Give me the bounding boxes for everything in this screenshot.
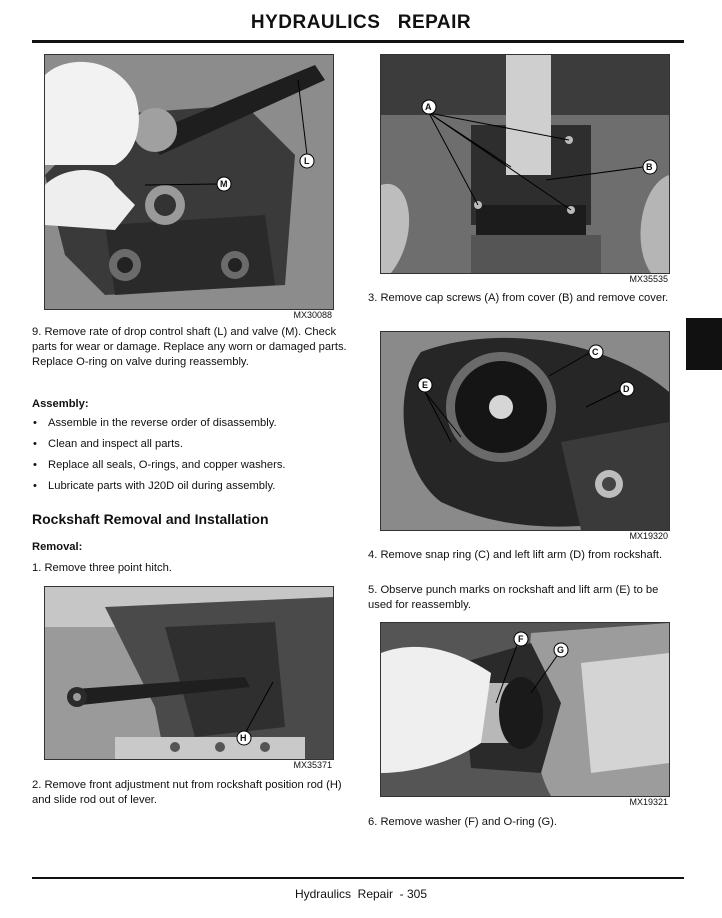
figure-rate-of-drop-valve-photo	[44, 54, 334, 310]
list-item: • Assemble in the reverse order of disassembly.	[32, 417, 352, 438]
section-title: Rockshaft Removal and Installation	[32, 511, 269, 527]
list-item: • Clean and inspect all parts.	[32, 438, 352, 459]
assembly-label: Assembly:	[32, 398, 89, 410]
callout-h: H	[240, 733, 247, 743]
removal-label: Removal:	[32, 541, 83, 553]
callout-f: F	[518, 634, 524, 644]
figure-snap-ring-lift-arm-photo	[380, 331, 670, 531]
step-3-text: 3. Remove cap screws (A) from cover (B) and remove cover.	[368, 292, 669, 304]
callout-e: E	[422, 380, 429, 390]
figure-rockshaft-position-rod-photo	[44, 586, 334, 760]
callout-b: B	[646, 162, 653, 172]
list-item: • Lubricate parts with J20D oil during assembly.	[32, 480, 352, 501]
header-rule	[32, 40, 684, 43]
page-header-title: HYDRAULICS REPAIR	[250, 12, 472, 33]
step-2-text: 2. Remove front adjustment nut from rockshaft position rod (H) and slide rod out of lever.	[32, 779, 342, 806]
callout-m: M	[220, 179, 228, 189]
assembly-list	[32, 417, 352, 501]
callout-d: D	[623, 384, 630, 394]
callout-c: C	[592, 347, 599, 357]
step-5-text: 5. Observe punch marks on rockshaft and lift arm (E) to be used for reassembly.	[368, 584, 659, 611]
callout-a: A	[425, 102, 432, 112]
step-6-text: 6. Remove washer (F) and O-ring (G).	[368, 816, 557, 828]
figure-washer-o-ring-photo	[380, 622, 670, 797]
figure-code: MX35371	[293, 760, 332, 770]
step-4-text: 4. Remove snap ring (C) and left lift arm (D) from rockshaft.	[368, 549, 663, 561]
callout-l: L	[304, 156, 310, 166]
step-1-text: 1. Remove three point hitch.	[32, 562, 172, 574]
figure-code: MX19320	[629, 531, 668, 541]
step-9-text: 9. Remove rate of drop control shaft (L) and valve (M). Check parts for wear or damage. Replace any worn or damaged parts. Replace O-ring on valve during reassembly.	[32, 326, 347, 368]
page-footer: Hydraulics Repair - 305	[294, 887, 428, 901]
list-item: • Replace all seals, O-rings, and copper washers.	[32, 459, 352, 480]
callout-g: G	[557, 645, 565, 655]
section-tab-marker	[686, 318, 722, 370]
figure-code: MX19321	[629, 797, 668, 807]
figure-code: MX30088	[293, 310, 332, 320]
figure-cover-cap-screws-photo	[380, 54, 670, 274]
figure-code: MX35535	[629, 274, 668, 284]
footer-rule	[32, 877, 684, 879]
